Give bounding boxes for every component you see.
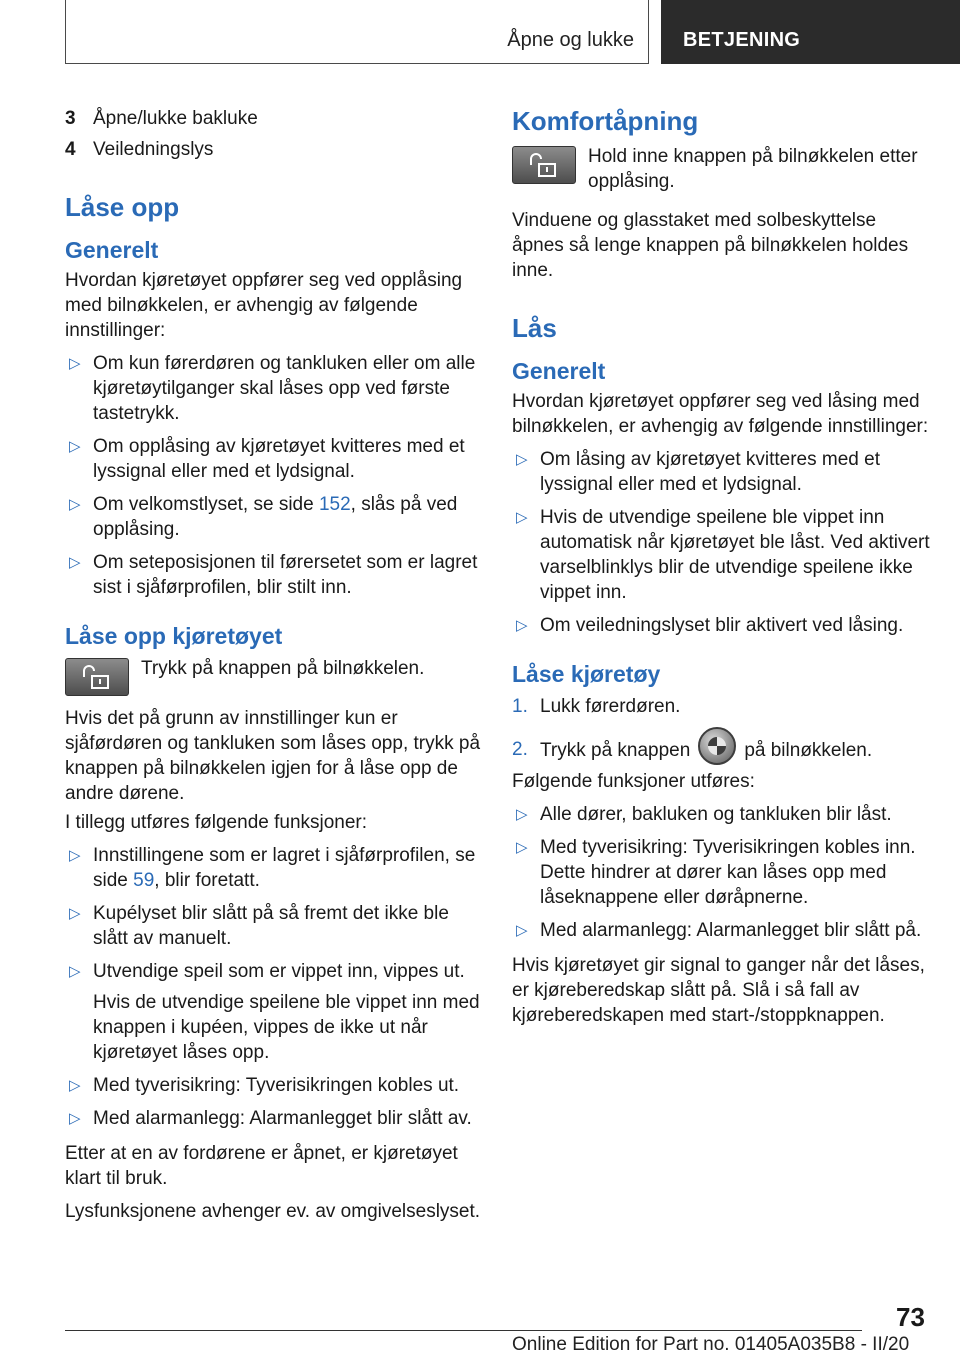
triangle-right-icon: ▷ [516, 806, 528, 823]
instruction-text: Hold inne knappen på bilnøkkelen etter opplåsing. [588, 146, 918, 192]
numbered-item [65, 137, 481, 162]
triangle-right-icon: ▷ [516, 451, 528, 468]
list-item: ▷ Utvendige speil som er vippet inn, vippes ut. Hvis de utvendige speilene ble vippet inn med knappen i kupéen, vippes de ikke ut når kjøretøyet låses opp. [69, 961, 480, 1063]
list-item: ▷ Med tyverisikring: Tyverisikringen kobles ut. [69, 1075, 460, 1096]
page-link[interactable]: 59 [133, 870, 155, 891]
numbered-item [65, 106, 481, 131]
list-item: ▷ Hvis de utvendige speilene ble vippet inn automatisk når kjøretøyet ble låst. Ved aktivert varselblinklys blir de utvendige speilene ikke vippet inn. [516, 507, 930, 603]
step-number: 1. [512, 696, 528, 717]
unlock-instruction [65, 656, 481, 696]
list-item: ▷ Innstillingene som er lagret i sjåførprofilen, se side 59, blir foretatt. [69, 845, 476, 891]
paragraph: Følgende funksjoner utføres: [512, 771, 755, 792]
triangle-right-icon: ▷ [69, 847, 81, 864]
list-item: ▷ Om velkomstlyset, se side 152, slås på ved opplåsing. [69, 494, 458, 540]
list-item: ▷ Med tyverisikring: Tyverisikringen kobles inn. Dette hindrer at dører kan låses opp med låseknappene eller døråpnerne. [516, 837, 916, 908]
item-text: Åpne/lukke bakluke [93, 108, 258, 129]
triangle-right-icon: ▷ [516, 922, 528, 939]
triangle-right-icon: ▷ [69, 554, 81, 571]
list-item: ▷ Med alarmanlegg: Alarmanlegget blir slått av. [69, 1108, 472, 1129]
unlock-padlock-icon [65, 658, 129, 696]
heading-unlock-vehicle: Låse opp kjøretøyet [65, 623, 283, 649]
list-item: ▷ Alle dører, bakluken og tankluken blir låst. [516, 804, 892, 825]
heading-lock-vehicle: Låse kjøretøy [512, 661, 661, 687]
bullet-list [512, 447, 930, 638]
bullet-list [512, 802, 930, 943]
left-column [65, 106, 481, 1224]
footer-divider [65, 1330, 862, 1331]
list-item: ▷ Om låsing av kjøretøyet kvitteres med et lyssignal eller med et lydsignal. [516, 449, 880, 495]
triangle-right-icon: ▷ [516, 617, 528, 634]
heading-general: Generelt [65, 237, 159, 263]
header-frame [65, 0, 649, 64]
step-list [512, 694, 930, 765]
heading-lock: Lås [512, 313, 557, 343]
item-text: Veiledningslys [93, 139, 214, 160]
triangle-right-icon: ▷ [69, 438, 81, 455]
triangle-right-icon: ▷ [69, 905, 81, 922]
unlock-padlock-icon [512, 146, 576, 184]
heading-comfort: Komfortåpning [512, 106, 699, 136]
instruction-text: Trykk på knappen på bilnøkkelen. [141, 658, 425, 679]
triangle-right-icon: ▷ [69, 1077, 81, 1094]
page-link[interactable]: 152 [318, 494, 351, 515]
triangle-right-icon: ▷ [69, 963, 81, 980]
paragraph: Lysfunksjonene avhenger ev. av omgivelseslyset. [65, 1201, 481, 1222]
step-number: 2. [512, 739, 528, 760]
list-item: ▷ Om veiledningslyset blir aktivert ved låsing. [516, 615, 904, 636]
sub-paragraph: Hvis de utvendige speilene ble vippet inn med knappen i kupéen, vippes de ikke ut når kjøretøyet låses opp. [93, 992, 480, 1063]
item-number: 4 [65, 139, 76, 160]
page-number: 73 [896, 1302, 925, 1332]
list-item: ▷ Med alarmanlegg: Alarmanlegget blir slått på. [516, 920, 922, 941]
paragraph: I tillegg utføres følgende funksjoner: [65, 812, 368, 833]
list-item: ▷ Om opplåsing av kjøretøyet kvitteres med et lyssignal eller med et lydsignal. [69, 436, 465, 482]
header-chapter-tab [661, 0, 960, 64]
paragraph: Etter at en av fordørene er åpnet, er kjøretøyet klart til bruk. [65, 1143, 458, 1189]
bullet-list [65, 843, 481, 1131]
bmw-logo-icon [698, 727, 736, 765]
paragraph: Vinduene og glasstaket med solbeskyttelse åpnes så lenge knappen på bilnøkkelen holdes inne. [512, 210, 909, 281]
paragraph: Hvis det på grunn av innstillinger kun er sjåførdøren og tankluken som låses opp, trykk på knappen på bilnøkkelen igjen for å låse opp de andre dørene. [65, 708, 481, 804]
triangle-right-icon: ▷ [69, 496, 81, 513]
triangle-right-icon: ▷ [69, 355, 81, 372]
list-item: ▷ Kupélyset blir slått på så fremt det ikke ble slått av manuelt. [69, 903, 449, 949]
heading-general: Generelt [512, 358, 606, 384]
bullet-list [65, 351, 481, 600]
triangle-right-icon: ▷ [516, 509, 528, 526]
triangle-right-icon: ▷ [516, 839, 528, 856]
paragraph: Hvordan kjøretøyet oppfører seg ved opplåsing med bilnøkkelen, er avhengig av følgende innstillinger: [65, 270, 463, 341]
comfort-instruction [512, 144, 930, 194]
triangle-right-icon: ▷ [69, 1110, 81, 1127]
list-item: ▷ Om kun førerdøren og tankluken eller om alle kjøretøytilganger skal låses opp ved første tastetrykk. [69, 353, 476, 424]
item-number: 3 [65, 108, 76, 129]
step-item: 2. Trykk på knappen på bilnøkkelen. [512, 737, 930, 765]
heading-unlock: Låse opp [65, 192, 180, 222]
step-item: 1. Lukk førerdøren. [512, 696, 681, 717]
paragraph: Hvis kjøretøyet gir signal to ganger når det låses, er kjøreberedskap slått på. Slå i så fall av kjøreberedskapen med start-/stoppknappen. [512, 955, 925, 1026]
paragraph: Hvordan kjøretøyet oppfører seg ved låsing med bilnøkkelen, er avhengig av følgende innstillinger: [512, 391, 929, 437]
footer-edition: Online Edition for Part no. 01405A035B8 - II/20 [512, 1334, 910, 1355]
header-section-title: Åpne og lukke [507, 29, 634, 51]
list-item: ▷ Om seteposisjonen til førersetet som er lagret sist i sjåførprofilen, blir stilt inn. [69, 552, 478, 598]
right-column [512, 106, 930, 1028]
header-chapter-label: BETJENING [683, 29, 801, 51]
